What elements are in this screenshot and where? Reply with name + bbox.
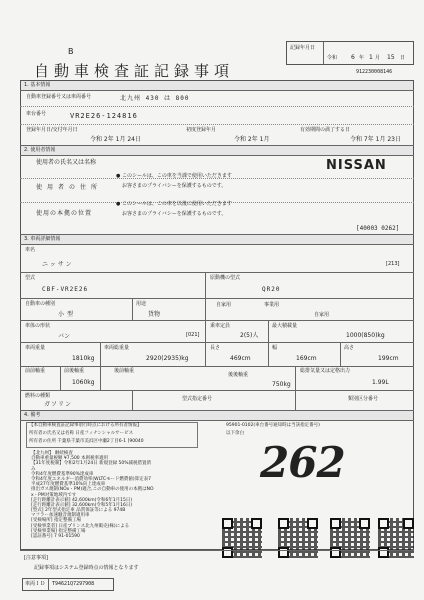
note-line: [型式] 2年型式指定車 品質保証等による 974B bbox=[31, 508, 126, 514]
rear-front-label: 後前軸重 bbox=[114, 368, 135, 374]
maker-value: ニッサン bbox=[42, 261, 74, 268]
weight-value: 1810kg bbox=[72, 355, 95, 362]
right-note-2: 以下余白 bbox=[226, 431, 244, 436]
note-line: 令和4年度エネルギー消費効率(WLTCモード燃費値)算定表7 bbox=[31, 476, 152, 482]
front-axle-value: 1060kg bbox=[72, 379, 95, 386]
nissan-logo bbox=[326, 158, 387, 173]
privacy-note-1a: ● このシールは、この車を当課で使用いただきます bbox=[116, 173, 232, 179]
notice-text: 記録事項はシステム登録時点の情報となります bbox=[34, 565, 139, 571]
rear-axle-value: 750kg bbox=[272, 381, 291, 388]
category-label: 類別区分番号 bbox=[348, 396, 379, 402]
owner-line-3: 所有者の住所 千葉県千葉市美浜区中瀬2丁目6-1 [90040 bbox=[29, 439, 144, 444]
owner-line-1: 【本自動車検査証記録事項行時点における所有者情報】 bbox=[29, 423, 142, 428]
use-type-selected: 自家用 bbox=[314, 312, 330, 318]
use-type-option-1: 自家用 bbox=[216, 302, 232, 308]
engine-label: 原動機の型式 bbox=[210, 275, 241, 281]
maker-code: [213] bbox=[386, 261, 400, 267]
owner-line-2: 所有者の氏名又は名称 日産フィナンシャルサービス bbox=[29, 431, 134, 436]
displacement-label: 総排気量又は定格出力 bbox=[300, 368, 351, 374]
first-year-value: 令和 2年 1月 bbox=[234, 136, 270, 143]
base-location-label: 使用の本拠の位置 bbox=[36, 210, 93, 217]
record-date-label: 記録年月日 bbox=[290, 45, 316, 51]
doc-number: 912230008146 bbox=[356, 69, 393, 75]
weight-label: 車両重量 bbox=[25, 345, 46, 351]
expiry-label: 有効期間の満了する日 bbox=[300, 127, 351, 133]
page-title: 自動車検査証記録事項 bbox=[34, 62, 235, 80]
note-line: [認証番号] 7 91-01590 bbox=[31, 534, 80, 539]
max-load-value: 1000(850)kg bbox=[346, 332, 385, 339]
kind-label: 自動車の種別 bbox=[25, 301, 56, 307]
model-label: 型式 bbox=[25, 275, 36, 281]
nissan-logo-text: NISSAN bbox=[326, 158, 387, 173]
front-front-label: 前前軸重 bbox=[25, 368, 46, 374]
model-designation-label: 型式指定番号 bbox=[182, 396, 213, 402]
section4-heading: 4. 備考 bbox=[21, 411, 413, 420]
note-line: 排出ガス規制(NOx・PM)適合,この自動車の使用の本拠はNO bbox=[31, 487, 154, 493]
user-address-label: 使用者の住所 bbox=[36, 184, 103, 191]
length-value: 469cm bbox=[230, 355, 251, 362]
height-value: 199cm bbox=[378, 355, 399, 362]
note-line: x・PM対策地域内です bbox=[31, 492, 77, 498]
gross-label: 車両総重量 bbox=[104, 345, 130, 351]
model-value: CBF-VR2E26 bbox=[42, 286, 89, 293]
note-line: [受検場所] 指定整備工場 bbox=[31, 518, 81, 524]
use-type-option-2: 事業用 bbox=[264, 302, 280, 308]
first-year-label: 初度登録年月 bbox=[186, 127, 217, 133]
notes-list bbox=[31, 452, 154, 540]
fuel-label: 燃料の種類 bbox=[25, 393, 51, 399]
note-line: 平成27年度燃費基準10%向上達成車 bbox=[31, 482, 106, 488]
privacy-note-2a: ● このシールは、この車を以後に使用いただきます bbox=[116, 201, 232, 207]
section2-heading: 2. 使用者情報 bbox=[21, 146, 413, 155]
length-label: 長さ bbox=[210, 345, 221, 351]
front-axle-label: 前後軸重 bbox=[64, 368, 85, 374]
section3-heading: 3. 車両詳細情報 bbox=[21, 235, 413, 244]
body-shape-label: 車体の形状 bbox=[25, 323, 51, 329]
body-shape-code: [021] bbox=[186, 332, 200, 338]
height-label: 高さ bbox=[344, 345, 355, 351]
privacy-note-2b: お客さまのプライバシーを保護するものです。 bbox=[122, 211, 227, 217]
note-line: [走行距離計表示値] 42,600km(令和6年1月15日) bbox=[31, 497, 133, 503]
first-reg-label: 登録年月日/交付年月日 bbox=[26, 127, 78, 133]
width-label: 幅 bbox=[272, 345, 278, 351]
note-line: 令和4年度燃費基準90%達成車 bbox=[31, 471, 94, 477]
expiry-value: 令和 7年 1月 23日 bbox=[350, 136, 401, 143]
width-value: 169cm bbox=[296, 355, 317, 362]
note-line: 自動車重量税額 ¥7,500 本則税率適用 bbox=[31, 456, 109, 462]
maker-label: 車名 bbox=[25, 247, 36, 253]
usage-value: 貨物 bbox=[148, 311, 161, 318]
gross-value: 2920(2935)kg bbox=[146, 355, 189, 362]
notice-heading: [注意事項] bbox=[24, 555, 48, 561]
chassis-value: VR2E26-124816 bbox=[70, 112, 138, 120]
chassis-label: 車台番号 bbox=[26, 111, 47, 117]
vehicle-id-value: T94621Q7297908 bbox=[52, 581, 95, 587]
handwritten-number: 262 bbox=[260, 438, 345, 487]
note-line: マフラー加速騒音規制適用車 bbox=[31, 513, 90, 519]
user-name-label: 使用者の氏名又は名称 bbox=[36, 159, 97, 166]
capacity-value: 2(5)人 bbox=[240, 332, 259, 339]
b-mark: B bbox=[68, 47, 74, 56]
note-line: み bbox=[31, 466, 36, 472]
fuel-value: ガソリン bbox=[44, 401, 73, 408]
rear-rear-label: 後後軸重 bbox=[228, 372, 249, 378]
note-line: 【31年度税制】令和2年1月24日 新規登録 50%減税措置済 bbox=[31, 461, 152, 467]
note-line: [受検事業場] 指定整備工場 bbox=[31, 528, 86, 534]
kind-value: 小型 bbox=[58, 311, 77, 318]
usage-label: 用途 bbox=[136, 301, 147, 307]
note-line: 【北九州】 継続検査 bbox=[31, 451, 73, 456]
displacement-value: 1.99L bbox=[372, 379, 389, 386]
record-date-box: 記録年月日 令和 6 年 1 月 15 日 bbox=[286, 41, 414, 65]
max-load-label: 最大積載量 bbox=[272, 323, 298, 329]
note-line: [受検事業者] 日産プリンス北九州販売(株)による bbox=[31, 523, 130, 529]
privacy-note-1b: お客さまのプライバシーを保護するものです。 bbox=[122, 183, 227, 189]
first-reg-value: 令和 2年 1月 24日 bbox=[90, 136, 141, 143]
body-shape-value: バン bbox=[58, 333, 71, 340]
capacity-label: 乗車定員 bbox=[210, 323, 231, 329]
vehicle-id-label: 車両ＩＤ bbox=[25, 581, 46, 587]
note-line: [走行距離計表示値] 32,600km(令和5年1月16日) bbox=[31, 502, 133, 508]
code-ref: [40003 0262] bbox=[356, 225, 400, 232]
right-note-1: 95901-0102(車台番号通知時は当該指定番号) bbox=[226, 423, 320, 428]
section1-heading: 1. 基本情報 bbox=[21, 81, 413, 90]
reg-number-label: 自動車登録番号又は車両番号 bbox=[26, 94, 92, 100]
engine-value: QR20 bbox=[262, 286, 281, 293]
reg-number-value: 北九州 430 は 800 bbox=[120, 95, 190, 102]
